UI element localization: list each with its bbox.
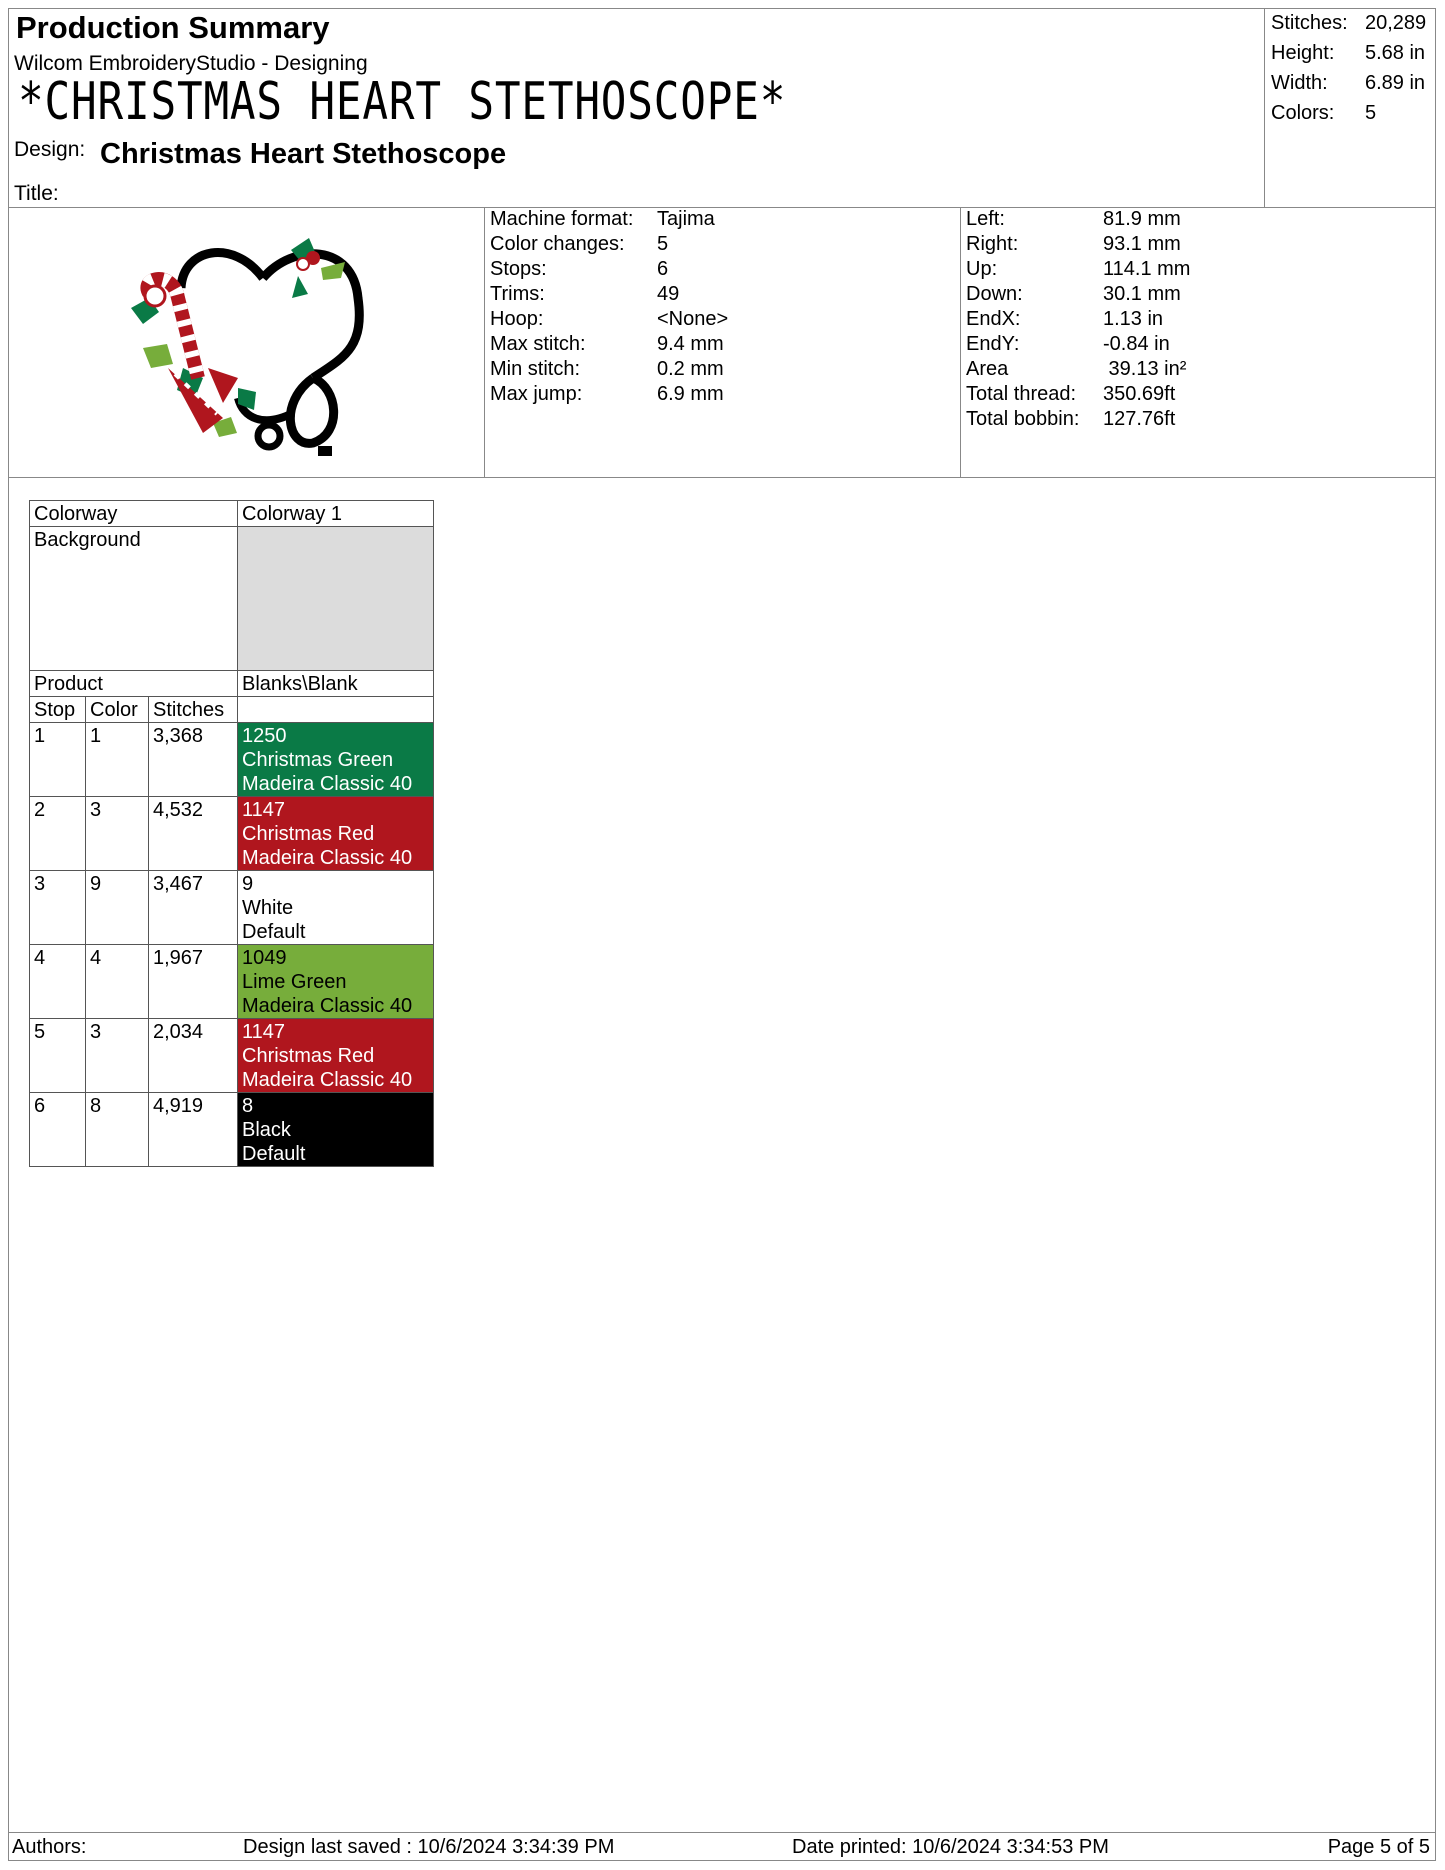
cell-stop: 3 xyxy=(30,871,86,945)
table-row xyxy=(30,797,434,871)
table-row xyxy=(30,871,434,945)
ext-down: Down: 30.1 mm xyxy=(966,283,1181,305)
thread-code: 1049 xyxy=(242,947,287,969)
table-row xyxy=(30,1093,434,1167)
info-max-stitch: Max stitch: 9.4 mm xyxy=(490,333,724,355)
thread-code: 9 xyxy=(242,873,254,895)
stat-width: Width: 6.89 in xyxy=(1271,72,1426,94)
cell-color: 4 xyxy=(86,945,149,1019)
report-title: Production Summary xyxy=(16,10,330,45)
ext-right: Right: 93.1 mm xyxy=(966,233,1181,255)
thread-swatch xyxy=(238,723,434,797)
colorway-label: Colorway xyxy=(30,501,238,527)
thread-swatch xyxy=(238,945,434,1019)
thread-name: Christmas Green xyxy=(242,749,394,771)
ext-endy: EndY: -0.84 in xyxy=(966,333,1170,355)
info-color-changes: Color changes: 5 xyxy=(490,233,669,255)
footer-last-saved: Design last saved : 10/6/2024 3:34:39 PM xyxy=(243,1836,615,1858)
design-preview xyxy=(8,208,485,478)
info-stops: Stops: 6 xyxy=(490,258,669,280)
colorway-value: Colorway 1 xyxy=(238,501,434,527)
ext-area: Area 39.13 in² xyxy=(966,358,1187,380)
thread-swatch xyxy=(238,797,434,871)
cell-stitches: 2,034 xyxy=(149,1019,238,1093)
col-stop: Stop xyxy=(30,697,86,723)
product-row xyxy=(30,671,434,697)
background-label: Background xyxy=(30,527,238,671)
cell-stitches: 3,368 xyxy=(149,723,238,797)
cell-stitches: 3,467 xyxy=(149,871,238,945)
machine-info xyxy=(485,208,961,478)
footer-date-printed: Date printed: 10/6/2024 3:34:53 PM xyxy=(792,1836,1109,1858)
summary-stats xyxy=(1265,8,1436,208)
cell-stop: 5 xyxy=(30,1019,86,1093)
cell-stop: 1 xyxy=(30,723,86,797)
table-row xyxy=(30,723,434,797)
ext-left: Left: 81.9 mm xyxy=(966,208,1181,230)
cell-color: 8 xyxy=(86,1093,149,1167)
thread-code: 1147 xyxy=(242,1021,286,1043)
thread-name: Black xyxy=(242,1119,291,1141)
product-value: Blanks\Blank xyxy=(238,671,434,697)
cell-color: 3 xyxy=(86,1019,149,1093)
cell-stop: 4 xyxy=(30,945,86,1019)
thread-swatch xyxy=(238,1019,434,1093)
heart-stethoscope-image xyxy=(113,228,393,468)
title-label: Title: xyxy=(14,182,59,205)
design-banner: *CHRISTMAS HEART STETHOSCOPE* xyxy=(18,72,787,132)
thread-name: Christmas Red xyxy=(242,823,375,845)
cell-stitches: 1,967 xyxy=(149,945,238,1019)
col-thread xyxy=(238,697,434,723)
thread-swatch xyxy=(238,1093,434,1167)
cell-stitches: 4,532 xyxy=(149,797,238,871)
stat-height: Height: 5.68 in xyxy=(1271,42,1426,64)
product-label: Product xyxy=(30,671,238,697)
cell-color: 3 xyxy=(86,797,149,871)
footer-page-number: Page 5 of 5 xyxy=(1327,1836,1430,1858)
stat-stitches: Stitches: 20,289 xyxy=(1271,12,1427,34)
stat-colors: Colors: 5 xyxy=(1271,102,1377,124)
thread-name: Lime Green xyxy=(242,971,347,993)
thread-code: 1250 xyxy=(242,725,287,747)
info-machine-format: Machine format: Tajima xyxy=(490,208,715,230)
ext-up: Up: 114.1 mm xyxy=(966,258,1191,280)
colorway-row xyxy=(30,501,434,527)
colorway-table xyxy=(29,500,434,1167)
ext-total-thread: Total thread: 350.69ft xyxy=(966,383,1176,405)
cell-stitches: 4,919 xyxy=(149,1093,238,1167)
footer-authors: Authors: xyxy=(12,1836,87,1858)
col-stitches: Stitches xyxy=(149,697,238,723)
thread-name: Christmas Red xyxy=(242,1045,375,1067)
thread-brand: Default xyxy=(242,1143,306,1165)
design-label: Design: xyxy=(14,138,86,161)
info-hoop: Hoop: <None> xyxy=(490,308,729,330)
ext-endx: EndX: 1.13 in xyxy=(966,308,1164,330)
col-color: Color xyxy=(86,697,149,723)
thread-brand: Madeira Classic 40 xyxy=(242,995,413,1017)
app-name: Wilcom EmbroideryStudio - Designing xyxy=(14,52,368,75)
cell-stop: 2 xyxy=(30,797,86,871)
cell-color: 9 xyxy=(86,871,149,945)
design-name: Christmas Heart Stethoscope xyxy=(100,138,507,170)
report-header xyxy=(8,8,1265,208)
info-min-stitch: Min stitch: 0.2 mm xyxy=(490,358,724,380)
cell-color: 1 xyxy=(86,723,149,797)
thread-brand: Madeira Classic 40 xyxy=(242,847,413,869)
table-row xyxy=(30,1019,434,1093)
column-header-row xyxy=(30,697,434,723)
info-max-jump: Max jump: 6.9 mm xyxy=(490,383,724,405)
thread-brand: Madeira Classic 40 xyxy=(242,773,413,795)
background-swatch xyxy=(238,527,434,671)
page-footer xyxy=(8,1832,1436,1861)
thread-brand: Madeira Classic 40 xyxy=(242,1069,413,1091)
info-trims: Trims: 49 xyxy=(490,283,680,305)
table-row xyxy=(30,945,434,1019)
thread-brand: Default xyxy=(242,921,306,943)
extents-info xyxy=(961,208,1436,478)
thread-code: 8 xyxy=(242,1095,254,1117)
cell-stop: 6 xyxy=(30,1093,86,1167)
thread-code: 1147 xyxy=(242,799,286,821)
background-row xyxy=(30,527,434,671)
thread-name: White xyxy=(242,897,294,919)
ext-total-bobbin: Total bobbin: 127.76ft xyxy=(966,408,1176,430)
thread-swatch xyxy=(238,871,434,945)
